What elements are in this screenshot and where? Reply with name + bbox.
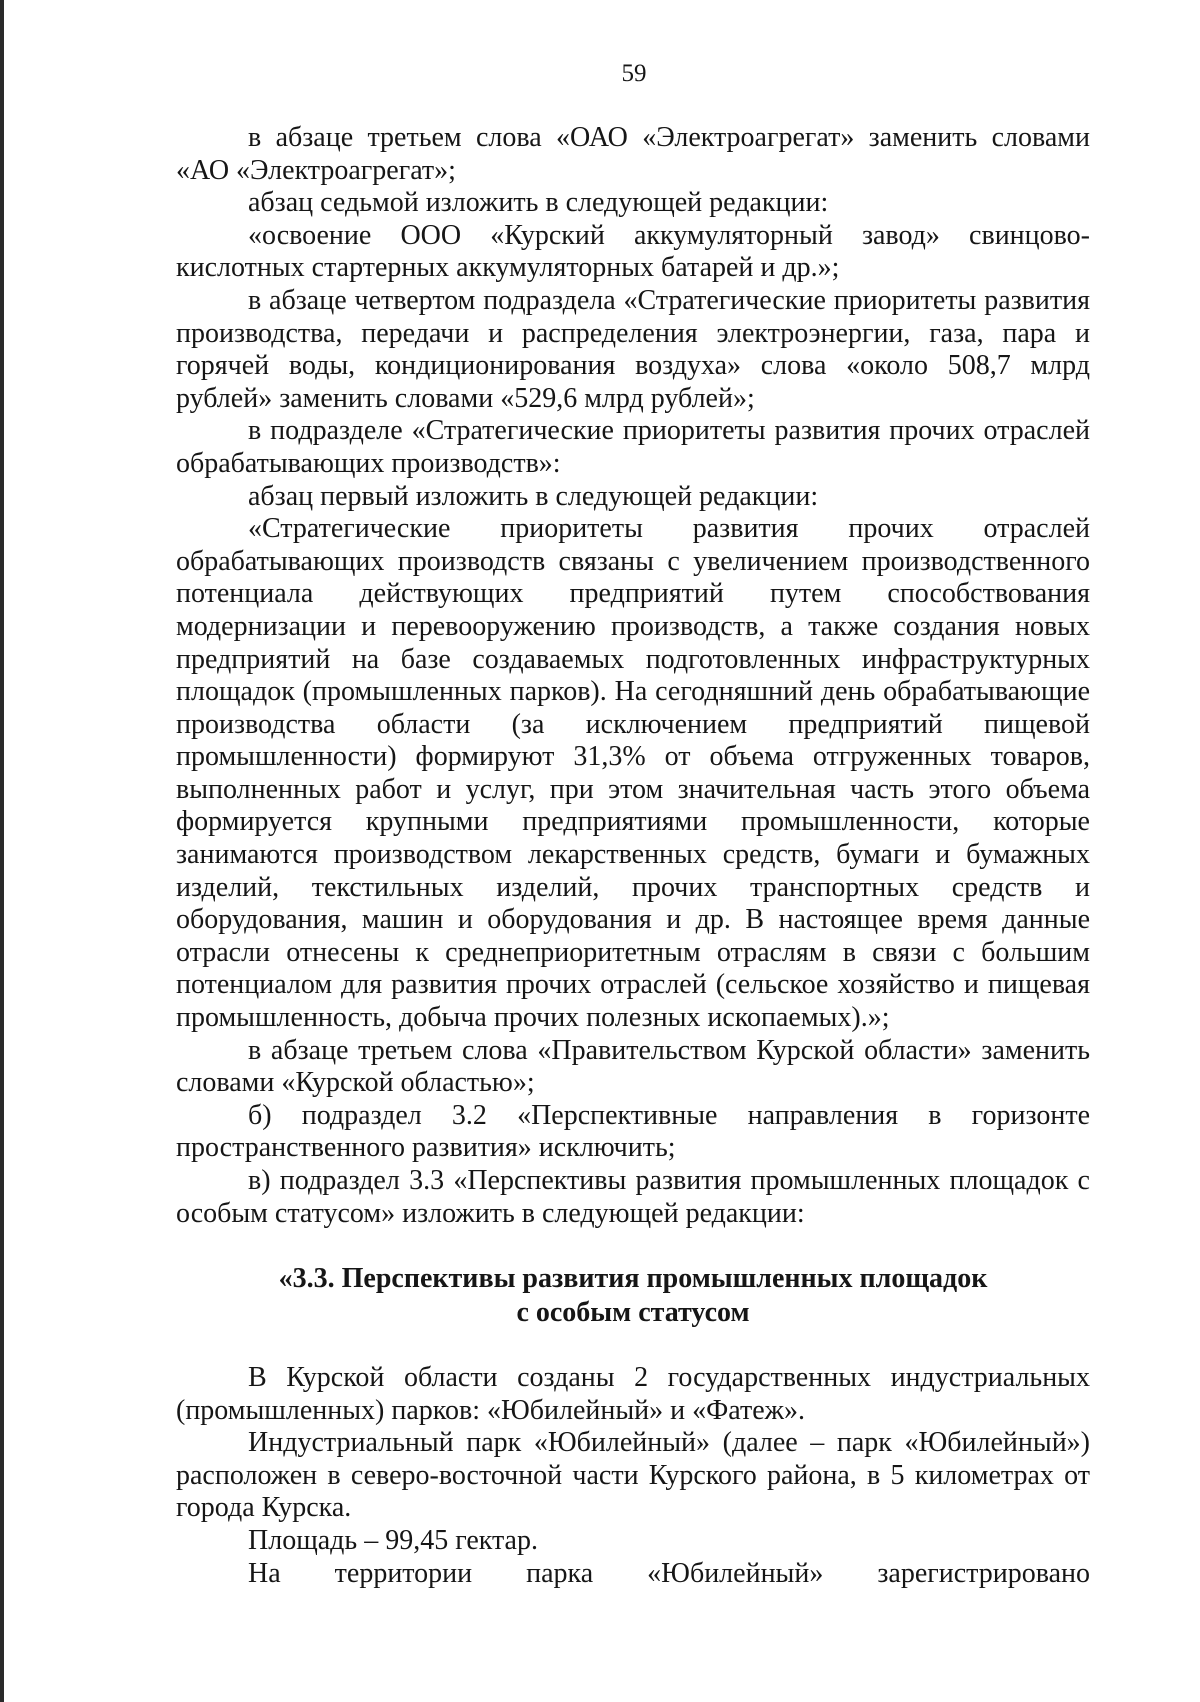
paragraph: в абзаце третьем слова «Правительством Курской области» заменить словами «Курской областью»; [176,1034,1090,1099]
paragraph: На территории парка «Юбилейный» зарегистрировано [248,1557,1090,1589]
section-heading [176,1262,1090,1330]
page-number: 59 [621,60,647,87]
document-body-bottom [176,1362,1090,1590]
paragraph: абзац седьмой изложить в следующей редакции: [248,187,829,219]
paragraph: В Курской области созданы 2 государственных индустриальных (промышленных) парков: «Юбилейный» и «Фатеж». [176,1362,1090,1426]
paragraph: в подразделе «Стратегические приоритеты развития прочих отраслей обрабатывающих производств»: [176,415,1090,479]
paragraph: в абзаце четвертом подраздела «Стратегические приоритеты развития производства, передачи и распределения электроэнергии, газа, пара и горячей воды, кондиционирования воздуха» слова «около 508,7 млрд рублей» заменить словами «529,6 млрд рублей»; [176,284,1090,414]
paragraph: в абзаце третьем слова «ОАО «Электроагрегат» заменить словами «АО «Электроагрегат»; [176,122,1090,186]
paragraph: «Стратегические приоритеты развития прочих отраслей обрабатывающих производств связаны с увеличением производственного потенциала действующих предприятий путем способствования модернизации и перевооружению производств, а также создания новых предприятий на базе создаваемых подготовленных инфраструктурных площадок (промышленных парков). На сегодняшний день обрабатывающие производства области (за исключением предприятий пищевой промышленности) формируют 31,3% от объема отгруженных товаров, выполненных работ и услуг, при этом значительная часть этого объема формируется крупными предприятиями промышленности, которые занимаются производством лекарственных средств, бумаги и бумажных изделий, текстильных изделий, прочих транспортных средств и оборудования, машин и оборудования и др. В настоящее время данные отрасли отнесены к среднеприоритетным отраслям в связи с большим потенциалом для развития прочих отраслей (сельское хозяйство и пищевая промышленность, добыча прочих полезных ископаемых).»; [176,513,1090,1034]
section-heading-line: «3.3. Перспективы развития промышленных площадок [278,1263,988,1294]
paragraph: Индустриальный парк «Юбилейный» (далее – парк «Юбилейный») расположен в северо-восточной части Курского района, в 5 километрах от города Курска. [176,1427,1090,1524]
paragraph: Площадь – 99,45 гектар. [248,1524,538,1556]
section-heading-line: с особым статусом [516,1297,750,1328]
paragraph: в) подраздел 3.3 «Перспективы развития промышленных площадок с особым статусом» изложить в следующей редакции: [176,1165,1090,1229]
paragraph: абзац первый изложить в следующей редакции: [248,480,819,512]
paragraph: «освоение ООО «Курский аккумуляторный завод» свинцово-кислотных стартерных аккумуляторных батарей и др.»; [176,219,1090,284]
scan-border [0,0,4,1702]
paragraph: б) подраздел 3.2 «Перспективные направления в горизонте пространственного развития» исключить; [176,1099,1090,1164]
document-body-top [176,122,1090,1230]
